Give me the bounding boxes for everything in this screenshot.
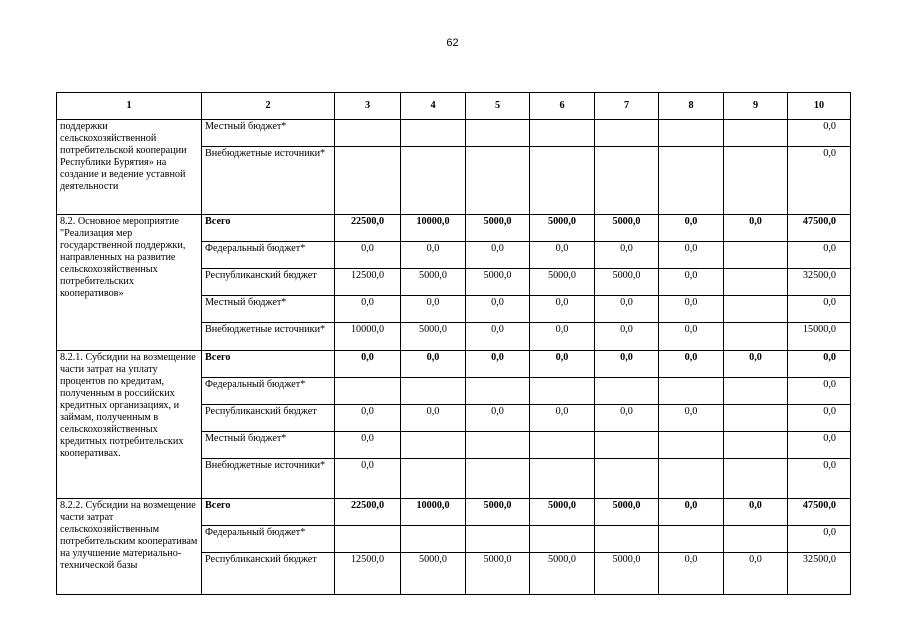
value-cell: 0,0	[466, 242, 530, 269]
page-number: 62	[446, 37, 459, 49]
value-cell	[530, 120, 595, 147]
value-cell: 0,0	[724, 499, 788, 526]
funding-source: Всего	[202, 351, 335, 378]
funding-source: Внебюджетные источники*	[202, 459, 335, 499]
budget-table	[56, 92, 851, 595]
value-cell: 5000,0	[530, 553, 595, 595]
value-cell	[466, 526, 530, 553]
value-cell: 12500,0	[335, 269, 401, 296]
value-cell	[659, 526, 724, 553]
value-cell: 0,0	[466, 323, 530, 351]
funding-source: Федеральный бюджет*	[202, 378, 335, 405]
value-cell	[530, 147, 595, 215]
column-header-7: 7	[595, 93, 659, 120]
table-row	[57, 499, 851, 526]
funding-source: Внебюджетные источники*	[202, 323, 335, 351]
value-cell	[659, 147, 724, 215]
value-cell: 0,0	[659, 296, 724, 323]
column-header-10: 10	[788, 93, 851, 120]
funding-source: Местный бюджет*	[202, 296, 335, 323]
value-cell	[595, 120, 659, 147]
total-cell: 0,0	[788, 432, 851, 459]
value-cell: 0,0	[401, 296, 466, 323]
measure-name: поддержки сельскохозяйственной потребительской кооперации Республики Бурятия» на создание и ведение уставной деятельности	[57, 120, 202, 215]
funding-source: Местный бюджет*	[202, 120, 335, 147]
value-cell: 12500,0	[335, 553, 401, 595]
value-cell: 0,0	[335, 351, 401, 378]
value-cell	[724, 242, 788, 269]
value-cell: 0,0	[401, 242, 466, 269]
value-cell	[466, 378, 530, 405]
measure-name: 8.2.1. Субсидии на возмещение части затрат на уплату процентов по кредитам, полученным в российских кредитных организациях, и займам, полученным в сельскохозяйственных кредитных потребительских кооперативах.	[57, 351, 202, 499]
value-cell: 0,0	[530, 242, 595, 269]
value-cell	[724, 459, 788, 499]
funding-source: Всего	[202, 215, 335, 242]
funding-source: Местный бюджет*	[202, 432, 335, 459]
value-cell: 0,0	[659, 269, 724, 296]
value-cell: 0,0	[659, 323, 724, 351]
value-cell	[595, 378, 659, 405]
value-cell	[466, 147, 530, 215]
table-row	[57, 215, 851, 242]
value-cell: 5000,0	[466, 215, 530, 242]
value-cell	[401, 526, 466, 553]
table-body	[57, 120, 851, 595]
value-cell: 5000,0	[595, 215, 659, 242]
value-cell	[724, 296, 788, 323]
column-header-6: 6	[530, 93, 595, 120]
value-cell: 0,0	[466, 405, 530, 432]
value-cell: 10000,0	[401, 499, 466, 526]
value-cell: 5000,0	[530, 215, 595, 242]
table-row	[57, 351, 851, 378]
value-cell	[724, 269, 788, 296]
table-row	[57, 120, 851, 147]
value-cell: 0,0	[595, 242, 659, 269]
value-cell: 0,0	[595, 296, 659, 323]
value-cell	[335, 147, 401, 215]
funding-source: Федеральный бюджет*	[202, 526, 335, 553]
total-cell: 0,0	[788, 378, 851, 405]
value-cell: 0,0	[335, 432, 401, 459]
total-cell: 0,0	[788, 296, 851, 323]
value-cell: 10000,0	[335, 323, 401, 351]
value-cell	[335, 378, 401, 405]
header-row	[57, 93, 851, 120]
column-header-1: 1	[57, 93, 202, 120]
value-cell: 0,0	[595, 323, 659, 351]
value-cell: 5000,0	[401, 269, 466, 296]
value-cell: 5000,0	[466, 499, 530, 526]
value-cell	[724, 378, 788, 405]
funding-source: Всего	[202, 499, 335, 526]
value-cell	[401, 432, 466, 459]
value-cell	[401, 459, 466, 499]
value-cell: 5000,0	[401, 323, 466, 351]
value-cell	[724, 432, 788, 459]
value-cell	[595, 526, 659, 553]
value-cell: 5000,0	[401, 553, 466, 595]
funding-source: Республиканский бюджет	[202, 553, 335, 595]
value-cell: 0,0	[530, 296, 595, 323]
value-cell	[595, 459, 659, 499]
value-cell: 0,0	[659, 351, 724, 378]
value-cell: 0,0	[659, 499, 724, 526]
funding-source: Республиканский бюджет	[202, 269, 335, 296]
value-cell: 5000,0	[595, 499, 659, 526]
value-cell: 5000,0	[530, 269, 595, 296]
value-cell	[530, 378, 595, 405]
value-cell: 0,0	[335, 242, 401, 269]
value-cell	[335, 120, 401, 147]
value-cell	[466, 432, 530, 459]
value-cell	[466, 459, 530, 499]
value-cell	[595, 147, 659, 215]
value-cell: 0,0	[659, 215, 724, 242]
measure-name: 8.2.2. Субсидии на возмещение части затрат сельскохозяйственным потребительским кооперативам на улучшение материально-технической базы	[57, 499, 202, 595]
value-cell: 0,0	[530, 405, 595, 432]
value-cell: 0,0	[595, 405, 659, 432]
value-cell: 5000,0	[466, 269, 530, 296]
value-cell	[530, 459, 595, 499]
value-cell: 0,0	[401, 405, 466, 432]
value-cell: 22500,0	[335, 215, 401, 242]
total-cell: 32500,0	[788, 553, 851, 595]
value-cell: 0,0	[335, 405, 401, 432]
value-cell	[659, 378, 724, 405]
value-cell: 0,0	[659, 242, 724, 269]
funding-source: Внебюджетные источники*	[202, 147, 335, 215]
value-cell: 0,0	[335, 459, 401, 499]
total-cell: 32500,0	[788, 269, 851, 296]
column-header-2: 2	[202, 93, 335, 120]
funding-source: Республиканский бюджет	[202, 405, 335, 432]
total-cell: 47500,0	[788, 215, 851, 242]
column-header-8: 8	[659, 93, 724, 120]
total-cell: 0,0	[788, 120, 851, 147]
value-cell	[724, 323, 788, 351]
value-cell	[466, 120, 530, 147]
value-cell	[659, 459, 724, 499]
value-cell	[724, 405, 788, 432]
value-cell: 5000,0	[466, 553, 530, 595]
value-cell: 22500,0	[335, 499, 401, 526]
value-cell: 0,0	[530, 351, 595, 378]
value-cell: 0,0	[659, 405, 724, 432]
column-header-9: 9	[724, 93, 788, 120]
value-cell	[724, 147, 788, 215]
value-cell	[401, 120, 466, 147]
total-cell: 0,0	[788, 242, 851, 269]
total-cell: 0,0	[788, 351, 851, 378]
value-cell	[530, 432, 595, 459]
value-cell: 0,0	[335, 296, 401, 323]
value-cell: 0,0	[466, 351, 530, 378]
value-cell: 0,0	[595, 351, 659, 378]
value-cell	[595, 432, 659, 459]
value-cell: 0,0	[724, 215, 788, 242]
value-cell: 5000,0	[530, 499, 595, 526]
funding-source: Федеральный бюджет*	[202, 242, 335, 269]
value-cell: 0,0	[724, 351, 788, 378]
total-cell: 0,0	[788, 405, 851, 432]
value-cell	[401, 147, 466, 215]
value-cell	[724, 526, 788, 553]
value-cell	[530, 526, 595, 553]
value-cell	[401, 378, 466, 405]
value-cell	[659, 432, 724, 459]
measure-name: 8.2. Основное мероприятие "Реализация мер государственной поддержки, направленных на развитие сельскохозяйственных потребительских кооперативов»	[57, 215, 202, 351]
value-cell	[659, 120, 724, 147]
column-header-4: 4	[401, 93, 466, 120]
value-cell	[724, 120, 788, 147]
value-cell: 0,0	[466, 296, 530, 323]
total-cell: 0,0	[788, 147, 851, 215]
value-cell: 0,0	[401, 351, 466, 378]
column-header-3: 3	[335, 93, 401, 120]
total-cell: 15000,0	[788, 323, 851, 351]
value-cell	[335, 526, 401, 553]
total-cell: 0,0	[788, 526, 851, 553]
column-header-5: 5	[466, 93, 530, 120]
value-cell: 0,0	[530, 323, 595, 351]
value-cell: 0,0	[724, 553, 788, 595]
value-cell: 5000,0	[595, 553, 659, 595]
value-cell: 5000,0	[595, 269, 659, 296]
total-cell: 0,0	[788, 459, 851, 499]
value-cell: 10000,0	[401, 215, 466, 242]
value-cell: 0,0	[659, 553, 724, 595]
total-cell: 47500,0	[788, 499, 851, 526]
